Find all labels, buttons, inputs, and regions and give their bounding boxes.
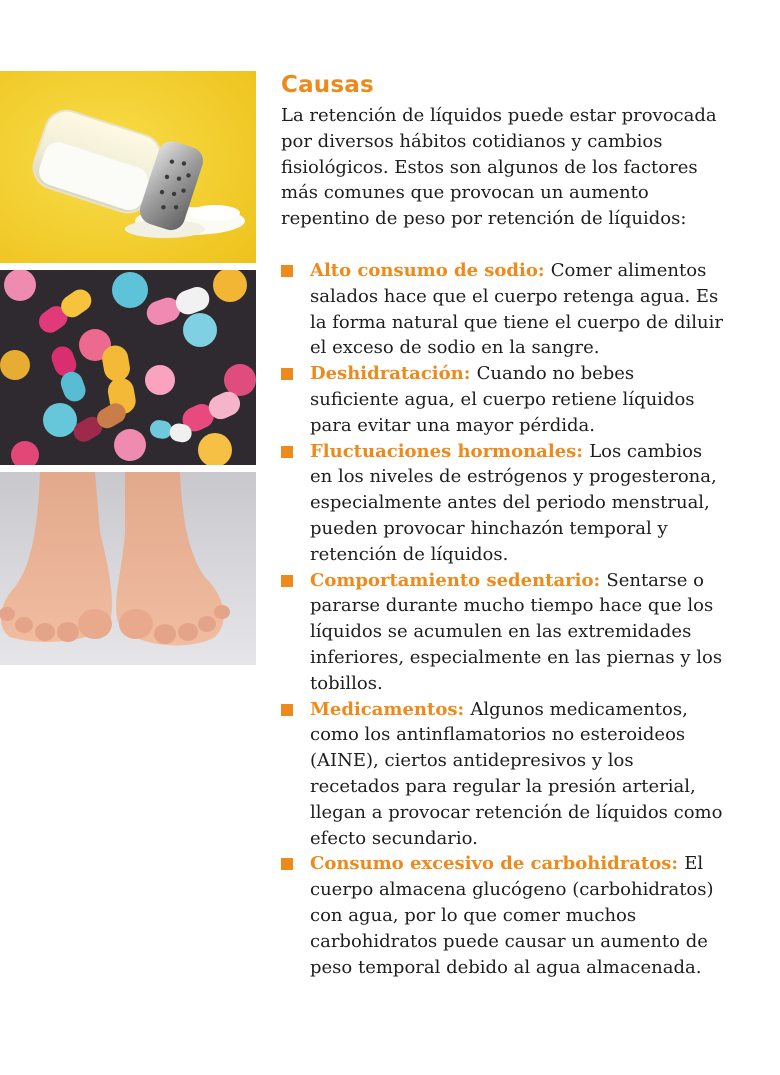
square-bullet-icon xyxy=(281,265,293,277)
cause-term: Alto consumo de sodio: xyxy=(310,260,551,281)
cause-term: Consumo excesivo de carbohidratos: xyxy=(310,853,685,875)
cause-text: Sentarse o pararse durante mucho tiempo hace que los líquidos se acumulen en las extremidades inferiores, especialmente en las piernas y los tobillos. xyxy=(310,569,723,694)
cause-item-deshidratacion xyxy=(281,361,726,438)
causes-list xyxy=(281,258,726,980)
intro-paragraph: La retención de líquidos puede estar provocada por diversos hábitos cotidianos y cambios fisiológicos. Estos son algunos de los factores más comunes que provocan un aumento repentino de peso por retención de líquidos: xyxy=(281,105,717,230)
square-bullet-icon xyxy=(281,704,293,716)
cause-term: Deshidratación: xyxy=(310,363,477,385)
cause-item-carbohidratos xyxy=(281,851,726,980)
salt-shaker-image xyxy=(0,71,256,263)
section-title: Causas xyxy=(281,72,374,98)
square-bullet-icon xyxy=(281,368,293,380)
cause-item-sodio xyxy=(281,258,726,361)
cause-term: Medicamentos: xyxy=(310,698,471,720)
cause-term: Fluctuaciones hormonales: xyxy=(310,440,590,462)
cause-item-medicamentos xyxy=(281,697,726,852)
cause-item-hormonales xyxy=(281,439,726,568)
cause-text: Los cambios en los niveles de estrógenos y progesterona, especialmente antes del periodo menstrual, pueden provocar hinchazón temporal y retención de líquidos. xyxy=(310,440,717,565)
cause-term: Comportamiento sedentario: xyxy=(310,569,607,591)
square-bullet-icon xyxy=(281,575,293,587)
cause-item-sedentario xyxy=(281,568,726,697)
square-bullet-icon xyxy=(281,446,293,458)
cause-text: Cuando no bebes suficiente agua, el cuerpo retiene líquidos para evitar una mayor pérdida. xyxy=(310,363,695,436)
cause-text: Algunos medicamentos, como los antinflamatorios no esteroideos (AINE), ciertos antidepresivos y los recetados para regular la presión arterial, llegan a provocar retención de líquidos como efecto secundario. xyxy=(310,698,723,849)
bare-feet-image xyxy=(0,472,256,665)
cause-text: El cuerpo almacena glucógeno (carbohidratos) con agua, por lo que comer muchos carbohidratos puede causar un aumento de peso temporal debido al agua almacenada. xyxy=(310,853,714,978)
cause-text: Comer alimentos salados hace que el cuerpo retenga agua. Es la forma natural que tiene el cuerpo de diluir el exceso de sodio en la sangre. xyxy=(310,260,723,359)
pills-image xyxy=(0,270,256,465)
square-bullet-icon xyxy=(281,858,293,870)
